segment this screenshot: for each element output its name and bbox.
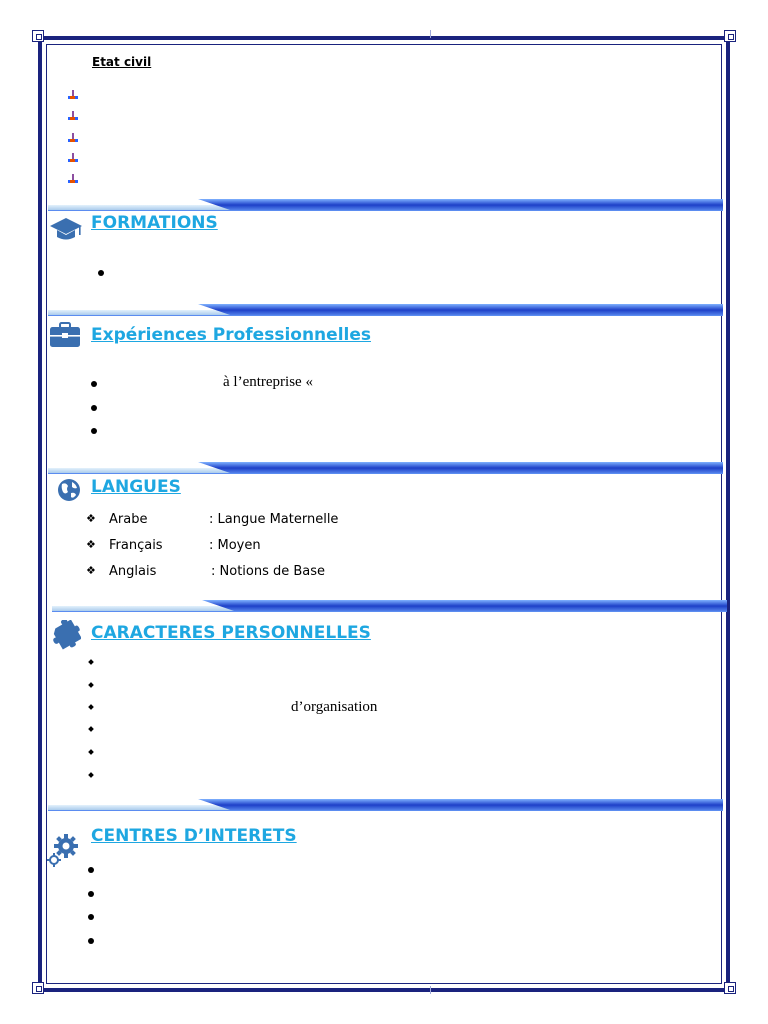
globe-icon	[57, 478, 81, 502]
graduation-cap-icon	[49, 216, 83, 242]
language-level: : Notions de Base	[211, 564, 326, 579]
section-separator	[48, 304, 723, 316]
corner-ornament	[724, 30, 736, 42]
experience-line-1: à l’entreprise «	[223, 374, 313, 390]
language-name: Anglais	[109, 564, 157, 579]
language-name: Arabe	[109, 512, 148, 527]
diamond-bullet-icon: ❖	[86, 538, 96, 551]
gears-icon	[46, 833, 80, 867]
etat-civil-title: Etat civil	[92, 55, 152, 69]
list-bullet	[91, 405, 97, 411]
section-title-caracteres: CARACTERES PERSONNELLES	[91, 623, 371, 643]
corner-ornament	[32, 982, 44, 994]
puzzle-icon	[51, 620, 81, 650]
language-name: Français	[109, 538, 163, 553]
caractere-line-3: d’organisation	[291, 699, 378, 715]
civil-bullet-icon	[68, 153, 78, 163]
section-separator	[48, 199, 723, 211]
diamond-bullet-icon: ❖	[86, 564, 96, 577]
section-title-langues: LANGUES	[91, 477, 181, 497]
section-separator	[52, 600, 727, 612]
frame-tick	[430, 30, 431, 38]
civil-bullet-icon	[68, 133, 78, 143]
list-bullet	[88, 914, 94, 920]
section-title-centres: CENTRES D’INTERETS	[91, 826, 297, 846]
list-bullet	[98, 270, 104, 276]
list-bullet	[88, 938, 94, 944]
diamond-bullet-icon: ❖	[86, 512, 96, 525]
civil-bullet-icon	[68, 111, 78, 121]
corner-ornament	[32, 30, 44, 42]
civil-bullet-icon	[68, 174, 78, 184]
list-bullet	[88, 891, 94, 897]
language-level: : Moyen	[209, 538, 261, 553]
list-bullet	[88, 867, 94, 873]
section-separator	[48, 462, 723, 474]
list-bullet	[91, 381, 97, 387]
civil-bullet-icon	[68, 90, 78, 100]
section-title-experiences: Expériences Professionnelles	[91, 325, 371, 345]
section-title-formations: FORMATIONS	[91, 213, 218, 233]
list-bullet	[91, 428, 97, 434]
section-separator	[48, 799, 723, 811]
language-level: : Langue Maternelle	[209, 512, 339, 527]
briefcase-icon	[49, 322, 81, 348]
frame-tick	[430, 986, 431, 994]
corner-ornament	[724, 982, 736, 994]
